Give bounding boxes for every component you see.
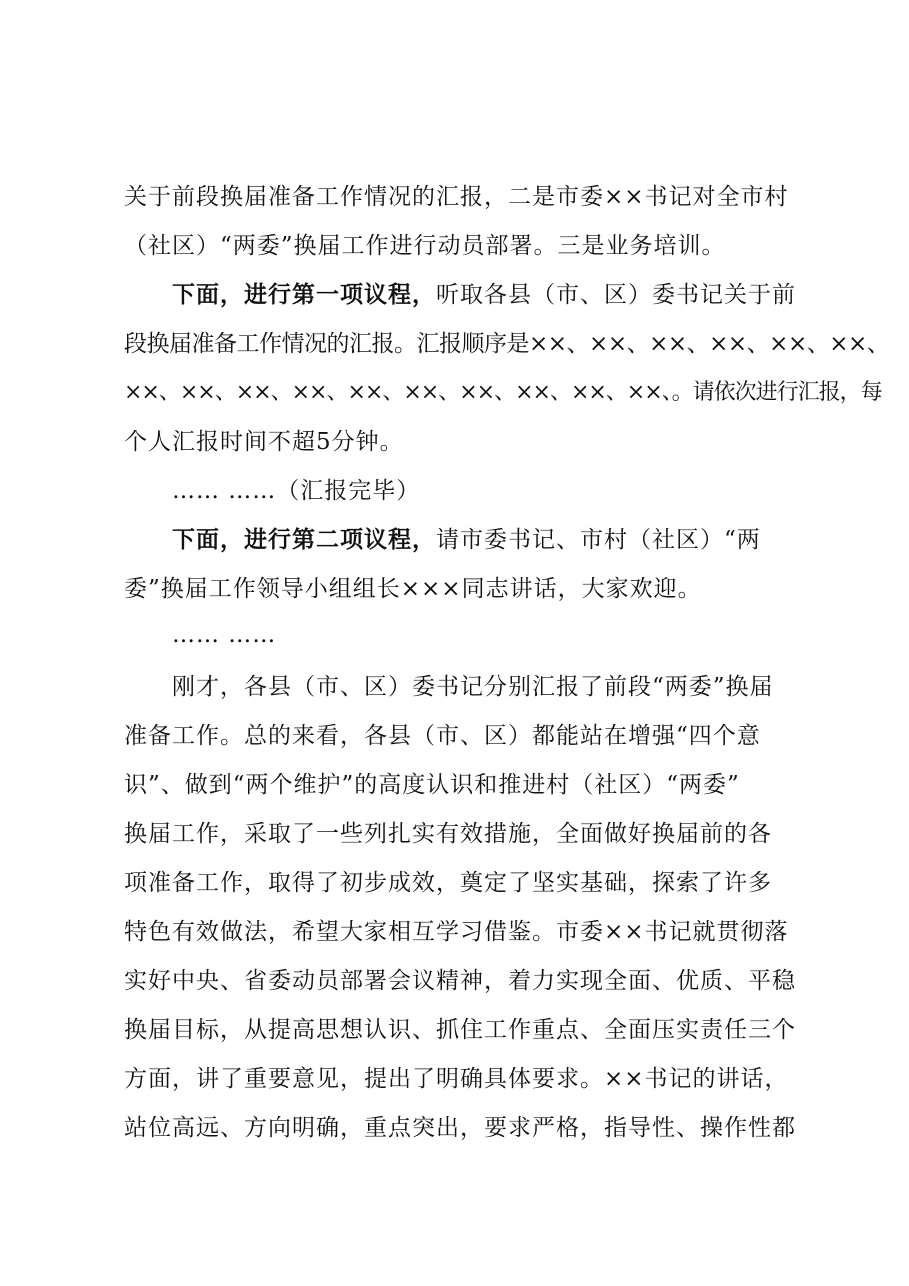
text-span: 听取各县（市、区）委书记关于前: [436, 282, 796, 308]
text-line: ××、××、××、××、××、××、××、××、××、××、。请依次进行汇报，每: [124, 380, 882, 405]
agenda-heading: 下面，进行第一项议程，: [172, 281, 436, 308]
text-line: 准备工作。总的来看，各县（市、区）都能站在增强“四个意: [124, 723, 761, 749]
text-line: 站位高远、方向明确，重点突出，要求严格，指导性、操作性都: [124, 1115, 796, 1141]
agenda-item-1: [172, 280, 796, 310]
text-line: 实好中央、省委动员部署会议精神，着力实现全面、优质、平稳: [124, 968, 796, 994]
text-line: 特色有效做法，希望大家相互学习借鉴。市委××书记就贯彻落: [124, 919, 789, 945]
ellipsis-line: …… ……: [172, 622, 277, 648]
text-line: 委”换届工作领导小组组长×××同志讲话，大家欢迎。: [124, 576, 702, 602]
text-line: 换届工作，采取了一些列扎实有效措施，全面做好换届前的各: [124, 821, 772, 847]
ellipsis-line: …… ……（汇报完毕）: [172, 478, 421, 504]
text-span: 请市委书记、市村（社区）“两: [436, 527, 761, 553]
text-line: 方面，讲了重要意见，提出了明确具体要求。××书记的讲话，: [124, 1066, 789, 1092]
agenda-heading: 下面，进行第二项议程，: [172, 526, 436, 553]
text-line: 关于前段换届准备工作情况的汇报，二是市委××书记对全市村: [124, 184, 789, 210]
text-line: 换届目标，从提高思想认识、抓住工作重点、全面压实责任三个: [124, 1017, 796, 1043]
agenda-item-2: [172, 525, 761, 555]
text-line: （社区）“两委”换届工作进行动员部署。三是业务培训。: [124, 233, 726, 259]
text-line: 项准备工作，取得了初步成效，奠定了坚实基础，探索了许多: [124, 870, 772, 896]
text-line: 个人汇报时间不超5分钟。: [124, 429, 404, 455]
text-line: 段换届准备工作情况的汇报。汇报顺序是××、××、××、××、××、××、: [124, 331, 890, 357]
text-line: 刚才，各县（市、区）委书记分别汇报了前段“两委”换届: [172, 674, 774, 700]
text-line: 识”、做到“两个维护”的高度认识和推进村（社区）“两委”: [124, 772, 740, 798]
